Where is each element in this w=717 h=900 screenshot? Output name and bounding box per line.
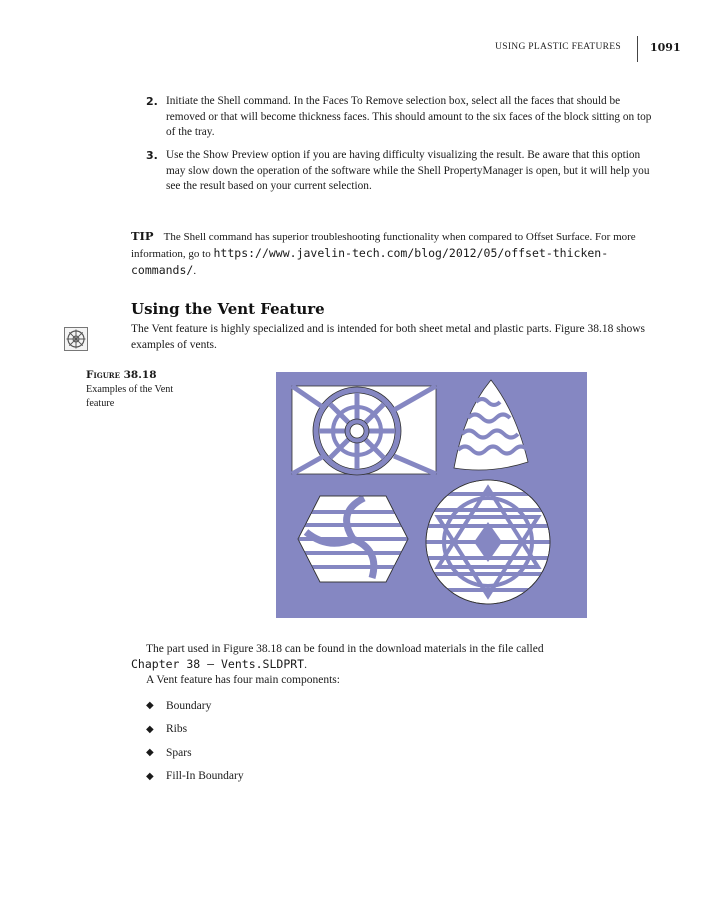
tip-block — [131, 228, 661, 279]
list-item: ◆ Boundary — [146, 699, 212, 712]
vent-figure — [276, 372, 587, 618]
list-item: ◆ Spars — [146, 746, 192, 759]
step-number: 3. — [146, 149, 158, 162]
figure-label: Figure 38.18 — [86, 369, 157, 381]
section-intro: The Vent feature is highly specialized and is intended for both sheet metal and plastic parts. Figure 38.18 shows examples of vents. — [131, 323, 645, 351]
step-text: Use the Show Preview option if you are having difficulty visualizing the result. Be aware that this option may slow down the operation of the software while the Shell PropertyManager is open, but it will help you see the result based on your current selection. — [166, 149, 650, 192]
file-end: . — [304, 659, 307, 671]
diamond-bullet-icon: ◆ — [146, 700, 154, 712]
tip-label: TIP — [131, 229, 154, 243]
step-text: Initiate the Shell command. In the Faces To Remove selection box, select all the faces that should be removed or that will become thickness faces. This should amount to the six faces of the block sitting on top of the tray. — [166, 95, 652, 138]
file-paragraph — [146, 641, 666, 657]
tip-text: The Shell command has superior troubleshooting functionality when compared to Offset Surface. For more information, go to — [131, 231, 636, 260]
tip-end: . — [193, 265, 197, 277]
step-3 — [146, 148, 656, 195]
circle-vent — [426, 480, 550, 604]
tip-link[interactable]: https://www.javelin-tech.com/blog/2012/05/offset-thicken-commands/ — [131, 246, 609, 277]
diamond-bullet-icon: ◆ — [146, 770, 154, 782]
list-item: ◆ Fill-In Boundary — [146, 770, 244, 783]
section-title: Using the Vent Feature — [131, 300, 325, 318]
hexagon-vent — [298, 496, 408, 582]
figure-caption: Examples of the Vent feature — [86, 384, 174, 409]
component-list — [146, 694, 244, 788]
step-number: 2. — [146, 95, 158, 108]
header-divider — [637, 36, 638, 62]
diamond-bullet-icon: ◆ — [146, 723, 154, 735]
components-intro: A Vent feature has four main components: — [146, 674, 340, 686]
page-number: 1091 — [650, 41, 681, 54]
file-text: The part used in Figure 38.18 can be found in the download materials in the file called — [146, 643, 544, 655]
file-name: Chapter 38 – Vents.SLDPRT — [131, 657, 305, 671]
list-item: ◆ Ribs — [146, 723, 188, 736]
step-2 — [146, 94, 656, 141]
file-name-line — [131, 656, 651, 673]
gear-wheel-icon — [64, 327, 88, 351]
running-head: USING PLASTIC FEATURES — [495, 42, 621, 52]
rect-vent — [292, 386, 436, 475]
diamond-bullet-icon: ◆ — [146, 747, 154, 759]
